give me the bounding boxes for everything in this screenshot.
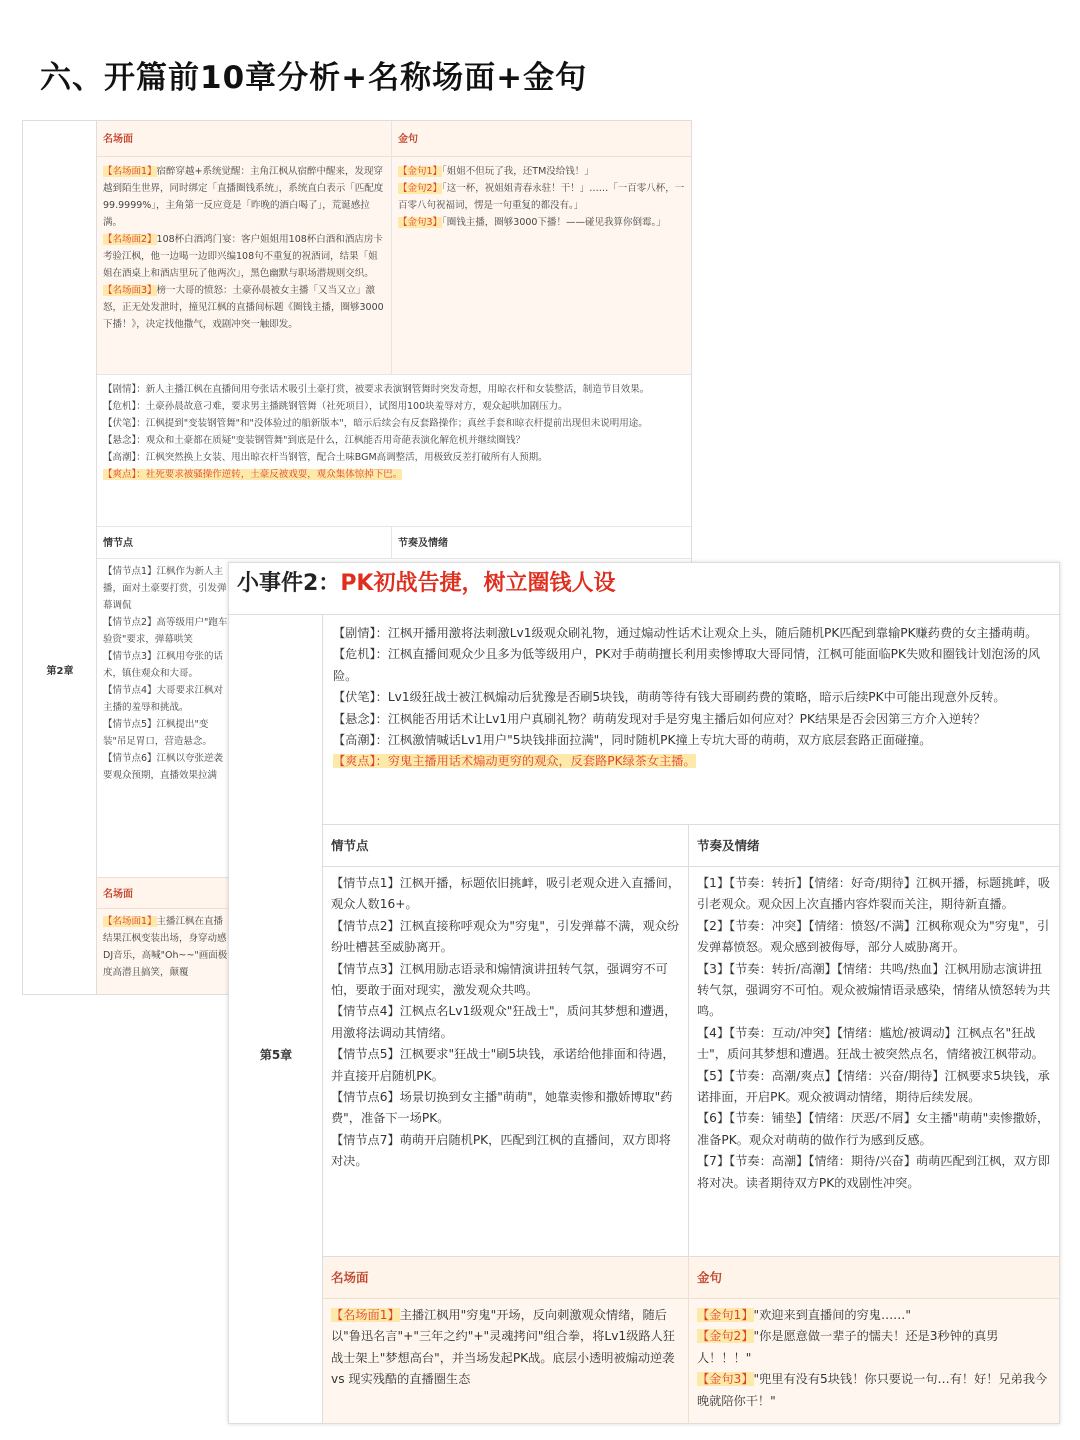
chapter-label: 第2章 (46, 666, 74, 677)
scene-content-row (323, 1299, 1059, 1423)
rhythm-item: 【7】【节奏：高潮】【情绪：期待/兴奋】萌萌匹配到江枫，双方即将对决。读者期待双方PK的戏剧性冲突。 (697, 1154, 1051, 1190)
rhythm-item: 【4】【节奏：互动/冲突】【情绪：尴尬/被调动】江枫点名"狂战士"，质问其梦想和遭遇。狂战士被突然点名，情绪被江枫带动。 (697, 1025, 1044, 1062)
scene-item: 【名场面1】宿醉穿越+系统觉醒：主角江枫从宿醉中醒来，发现穿越到陌生世界，同时绑定「直播圈钱系统」，系统直白表示「匹配度99.9999%」，主角第一反应竟是「昨晚的酒白喝了」，荒诞感拉满。 (103, 166, 384, 228)
header-rhythm: 节奏及情绪 (398, 538, 448, 549)
plot-summary (97, 375, 691, 527)
sub-event-label: 小事件2： (237, 571, 341, 596)
point-item: 【情节点7】萌萌开启随机PK，匹配到江枫的直播间，双方即将对决。 (331, 1132, 671, 1169)
rhythm-item: 【3】【节奏：转折/高潮】【情绪：共鸣/热血】江枫用励志演讲扭转气氛，强调穷不可怕。观众被煽情语录感染，情绪从愤怒转为共鸣。 (697, 961, 1051, 1019)
mid-left-points (97, 559, 237, 877)
plot-item: 【悬念】：观众和土豪都在质疑"变装钢管舞"到底是什么，江枫能否用奇葩表演化解危机并继续圈钱？ (103, 435, 526, 446)
header-quote: 金句 (398, 134, 418, 145)
header-rhythm: 节奏及情绪 (697, 838, 760, 853)
chapter-label: 第5章 (259, 1048, 293, 1062)
mid-header-row (97, 527, 691, 559)
plot-points (323, 867, 689, 1256)
quote-list (689, 1299, 1059, 1423)
point-item: 【情节点4】大哥要求江枫对主播的羞辱和挑战。 (103, 685, 224, 713)
point-item: 【情节点6】江枫以夸张逆袭要观众预期，直播效果拉满 (103, 753, 224, 781)
quote-item: 【金句1】"欢迎来到直播间的穷鬼……" (697, 1308, 911, 1322)
point-item: 【情节点4】江枫点名Lv1级观众"狂战士"，质问其梦想和遭遇，用激将法调动其情绪。 (331, 1004, 677, 1040)
rhythm-item: 【2】【节奏：冲突】【情绪：愤怒/不满】江枫称观众为"穷鬼"，引发弹幕愤怒。观众感到被侮辱，部分人威胁离开。 (697, 918, 1050, 955)
chapter-column (23, 121, 97, 994)
bottom-header: 名场面 (97, 877, 691, 909)
header-plot-points: 情节点 (323, 825, 689, 866)
quote-item: 【金句2】"你是愿意做一辈子的懦夫！还是3秒钟的真男人！！！" (697, 1329, 999, 1365)
point-item: 【情节点2】江枫直接称呼观众为"穷鬼"，引发弹幕不满，观众纷纷吐槽甚至威胁离开。 (331, 918, 680, 955)
plot-item: 【高潮】：江枫突然换上女装、甩出晾衣杆当钢管，配合土味BGM高调整活，用极致反差打破所有人预期。 (103, 452, 548, 463)
plot-item: 【爽点】：穷鬼主播用话术煽动更穷的观众，反套路PK绿茶女主播。 (333, 754, 696, 769)
header-scene: 名场面 (323, 1257, 689, 1298)
header-plot-points: 情节点 (97, 527, 392, 558)
point-item: 【情节点1】江枫开播，标题依旧挑衅，吸引老观众进入直播间，观众人数16+。 (331, 876, 681, 912)
points-header-row (323, 825, 1059, 867)
plot-item: 【剧情】：江枫开播用激将法刺激Lv1级观众刷礼物，通过煽动性话术让观众上头，随后随机PK匹配到靠输PK赚药费的女主播萌萌。 (333, 626, 1038, 640)
quote-item: 【金句3】"兜里有没有5块钱！你只要说一句…有！好！兄弟我今晚就陪你干！" (697, 1372, 1048, 1408)
quote-item: 【金句1】「姐姐不但玩了我，还TM没给钱！」 (398, 166, 594, 177)
sub-event-name: PK初战告捷，树立圈钱人设 (340, 571, 616, 596)
top-content-row (97, 157, 691, 375)
plot-item: 【危机】：土豪孙晨故意刁难，要求男主播跳钢管舞（社死项目），试图用100块羞辱对方，观众起哄加剧压力。 (103, 401, 568, 412)
plot-item: 【悬念】：江枫能否用话术让Lv1用户真刷礼物？萌萌发现对手是穷鬼主播后如何应对？PK结果是否会因第三方介入逆转？ (333, 711, 986, 726)
quote-item: 【金句3】「圈钱主播，圈够3000下播！——碰见我算你倒霉。」 (398, 217, 666, 228)
plot-summary (323, 615, 1059, 825)
sub-event-title (229, 563, 1059, 615)
scene-item: 【名场面3】榜一大哥的愤怒：土豪孙晨被女主播「又当又立」激怒，正无处发泄时，撞见江枫的直播间标题《圈钱主播，圈够3000下播！》，决定找他撒气，戏剧冲突一触即发。 (103, 285, 384, 330)
header-quote: 金句 (697, 1270, 723, 1285)
rhythm-item: 【6】【节奏：铺垫】【情绪：厌恶/不屑】女主播"萌萌"卖惨撒娇，准备PK。观众对萌萌的做作行为感到反感。 (697, 1111, 1050, 1147)
quote-item: 【金句2】「这一杯，祝姐姐青春永驻！干！」……「一百零八杯，一百零八句祝福词，愣是一句重复的都没有。」 (398, 183, 685, 211)
scene-item: 【名场面1】主播江枫在直播结果江枫变装出场，身穿动感DJ音乐，高喊"Oh~~"画面极度高潜且搞笑，颠覆 (103, 916, 228, 978)
plot-item: 【伏笔】：Lv1级狂战士被江枫煽动后犹豫是否刷5块钱，萌萌等待有钱大哥刷药费的策略，暗示后续PK中可能出现意外反转。 (333, 690, 1006, 705)
plot-item: 【伏笔】：江枫提到"变装钢管舞"和"没体验过的船新版本"，暗示后续会有反套路操作；真丝手套和晾衣杆提前出现但未说明用途。 (103, 418, 648, 429)
page-title: 六、开篇前10章分析+名称场面+金句 (40, 60, 588, 96)
point-item: 【情节点5】江枫要求"狂战士"刷5块钱，承诺给他排面和待遇，并直接开启随机PK。 (331, 1047, 675, 1083)
point-item: 【情节点3】江枫用夸张的话术，镇住观众和大哥。 (103, 651, 224, 679)
points-content-row (323, 867, 1059, 1257)
point-item: 【情节点6】场景切换到女主播"萌萌"，她靠卖惨和撒娇博取"药费"，准备下一场PK。 (331, 1090, 673, 1126)
scene-header-row (323, 1257, 1059, 1299)
point-item: 【情节点2】高等级用户"跑车验资"要求，弹幕哄笑 (103, 617, 228, 645)
bottom-scene (97, 909, 237, 995)
top-header-row (97, 121, 691, 157)
point-item: 【情节点3】江枫用励志语录和煽情演讲扭转气氛，强调穷不可怕，要敢于面对现实，激发观众共鸣。 (331, 961, 668, 998)
plot-item: 【危机】：江枫直播间观众少且多为低等级用户，PK对手萌萌擅长利用卖惨博取大哥同情，江枫可能面临PK失败和圈钱计划泡汤的风险。 (333, 647, 1041, 683)
chapter-column (229, 615, 323, 1423)
plot-item: 【剧情】：新人主播江枫在直播间用夸张话术吸引土豪打赏，被要求表演钢管舞时突发奇想，用晾衣杆和女装整活，制造节目效果。 (103, 384, 650, 395)
chapter-5-card (228, 562, 1060, 1424)
scene-list (323, 1299, 689, 1423)
top-right-quotes (392, 157, 691, 374)
rhythm-item: 【5】【节奏：高潮/爽点】【情绪：兴奋/期待】江枫要求5块钱，承诺排面，开启PK。观众被调动情绪，期待后续发展。 (697, 1068, 1050, 1105)
plot-item: 【高潮】：江枫激情喊话Lv1用户"5块钱排面拉满"，同时随机PK撞上专坑大哥的萌萌，双方底层套路正面碰撞。 (333, 733, 932, 748)
scene-item: 【名场面1】主播江枫用"穷鬼"开场，反向刺激观众情绪，随后以"鲁迅名言"+"三年之约"+"灵魂拷问"组合拳，将Lv1级路人狂战士架上"梦想高台"，并当场发起PK战。底层小透明被煽动逆袭 vs 现实残酷的直播圈生态 (331, 1308, 675, 1387)
plot-item: 【爽点】：社死要求被骚操作逆转，土豪反被戏耍，观众集体惊掉下巴。 (103, 469, 403, 480)
rhythm-list (689, 867, 1059, 1256)
scene-item: 【名场面2】108杯白酒鸿门宴：客户姐姐用108杯白酒和酒店房卡考验江枫，他一边喝一边即兴编108句不重复的祝酒词，结果「姐姐在酒桌上和酒店里玩了他两次」，黑色幽默与职场潜规则交织。 (103, 234, 383, 279)
header-scene: 名场面 (97, 121, 392, 156)
point-item: 【情节点1】江枫作为新人主播，面对土豪要打赏，引发弹幕调侃 (103, 566, 227, 611)
rhythm-item: 【1】【节奏：转折】【情绪：好奇/期待】江枫开播，标题挑衅，吸引老观众。观众因上次直播内容炸裂而关注，期待新直播。 (697, 876, 1051, 912)
point-item: 【情节点5】江枫提出"变装"吊足胃口，营造悬念。 (103, 719, 212, 747)
top-left-scenes (97, 157, 392, 374)
